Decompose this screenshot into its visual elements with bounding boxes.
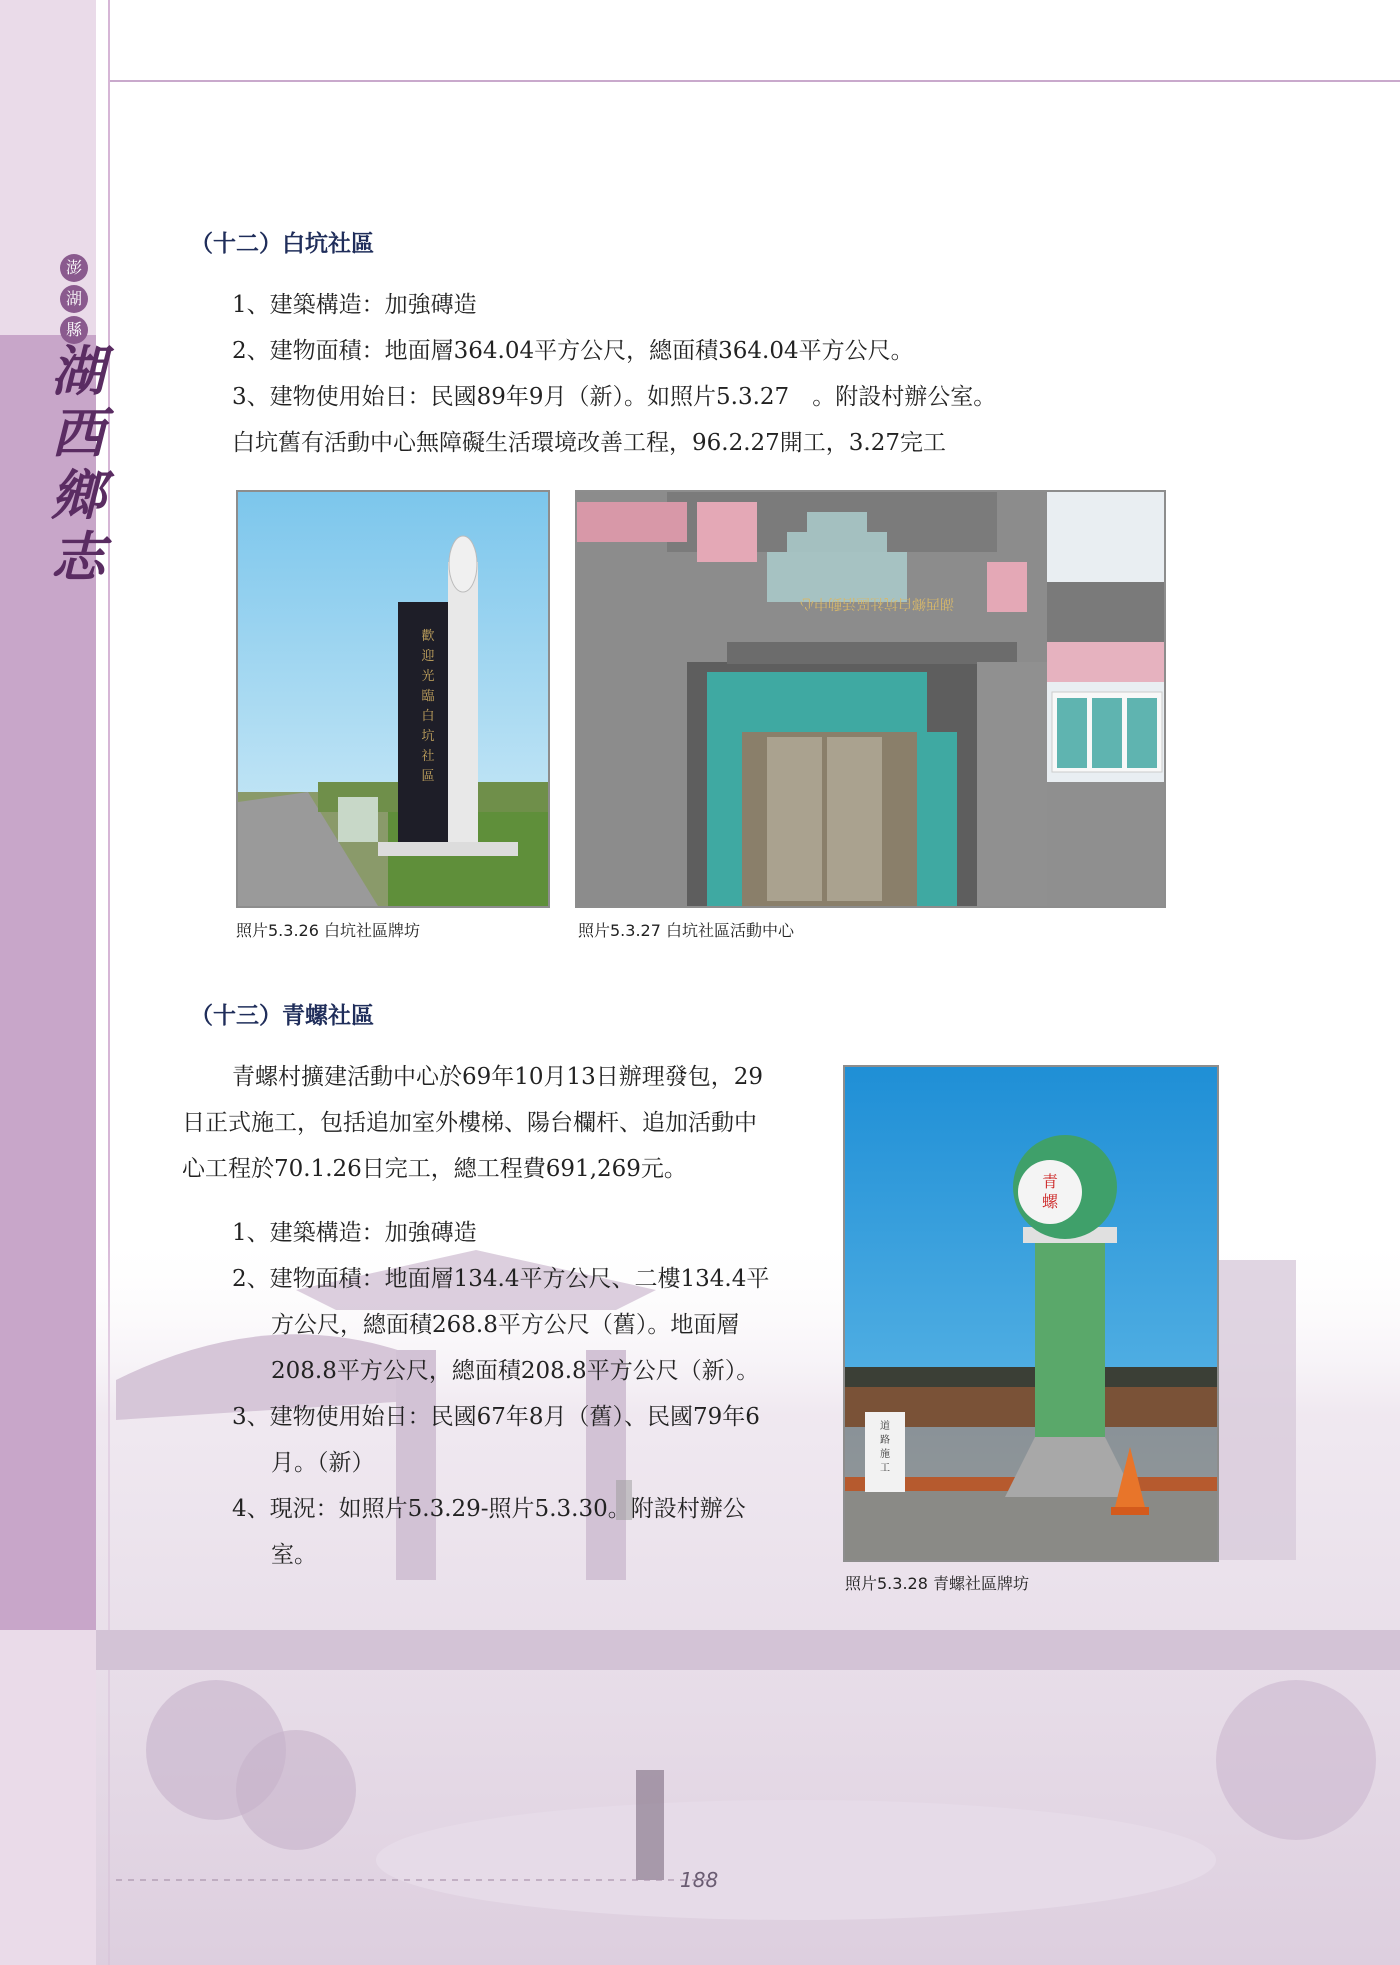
svg-text:路: 路 (880, 1435, 890, 1446)
svg-text:社: 社 (421, 749, 435, 764)
county-seal (60, 254, 90, 347)
section-13-item: 3、建物使用始日：民國67年8月（舊）、民國79年6 (232, 1404, 760, 1430)
section-13-intro-line: 日正式施工，包括追加室外樓梯、陽台欄杆、追加活動中 (182, 1110, 757, 1136)
seal-char: 澎 (60, 254, 88, 282)
book-title-char: 志 (51, 525, 105, 589)
header-rule (110, 80, 1400, 82)
photo-caption: 照片5.3.27 白坑社區活動中心 (578, 921, 794, 940)
svg-text:區: 區 (421, 769, 435, 784)
svg-text:青: 青 (1041, 1172, 1059, 1191)
svg-text:歡: 歡 (421, 629, 435, 644)
section-13-item-cont: 208.8平方公尺，總面積208.8平方公尺（新）。 (271, 1358, 760, 1384)
section-13-item: 1、建築構造：加強磚造 (232, 1220, 477, 1246)
section-12-item: 2、建物面積：地面層364.04平方公尺，總面積364.04平方公尺。 (232, 338, 914, 364)
seal-char: 湖 (60, 285, 88, 313)
svg-text:臨: 臨 (421, 689, 435, 704)
section-13-intro-line: 心工程於70.1.26日完工，總工程費691,269元。 (182, 1156, 687, 1182)
section-12-heading: （十二）白坑社區 (190, 230, 374, 257)
section-13-item-cont: 月。（新） (271, 1450, 375, 1476)
svg-text:白: 白 (421, 709, 435, 724)
book-title (48, 340, 108, 588)
section-13-intro-line: 青螺村擴建活動中心於69年10月13日辦理發包，29 (232, 1064, 764, 1090)
svg-text:施: 施 (880, 1449, 890, 1460)
svg-text:道: 道 (880, 1421, 890, 1432)
section-12-item: 3、建物使用始日：民國89年9月（新）。如照片5.3.27 。附設村辦公室。 (232, 384, 997, 410)
svg-text:光: 光 (421, 669, 435, 684)
photo-baikeng-activity-center (575, 490, 1166, 908)
svg-text:坑: 坑 (421, 729, 435, 744)
photo-caption: 照片5.3.28 青螺社區牌坊 (845, 1574, 1029, 1593)
section-13-item: 4、現況：如照片5.3.29-照片5.3.30。附設村辦公 (232, 1496, 746, 1522)
photo-caption: 照片5.3.26 白坑社區牌坊 (236, 921, 420, 940)
section-13-item-cont: 室。 (271, 1542, 317, 1568)
section-12-note: 白坑舊有活動中心無障礙生活環境改善工程，96.2.27開工，3.27完工 (232, 430, 946, 456)
section-13-item: 2、建物面積：地面層134.4平方公尺、二樓134.4平 (232, 1266, 770, 1292)
seal-char: 縣 (60, 316, 88, 344)
photo-baikeng-gateway (236, 490, 550, 908)
center-sign-text: 湖西鄉白坑社區活動中心 (800, 595, 954, 611)
section-13-heading: （十三）青螺社區 (190, 1002, 374, 1029)
book-title-char: 西 (51, 401, 105, 465)
svg-text:螺: 螺 (1041, 1192, 1059, 1211)
book-title-char: 湖 (51, 339, 105, 403)
book-title-char: 鄉 (51, 463, 105, 527)
svg-text:工: 工 (880, 1463, 890, 1474)
section-13-item-cont: 方公尺，總面積268.8平方公尺（舊）。地面層 (271, 1312, 740, 1338)
page-number: 188 (680, 1868, 719, 1892)
medallion-text (1042, 1172, 1059, 1211)
svg-text:迎: 迎 (421, 649, 435, 664)
photo-qingluo-gateway (843, 1065, 1219, 1562)
section-12-item: 1、建築構造：加強磚造 (232, 292, 477, 318)
